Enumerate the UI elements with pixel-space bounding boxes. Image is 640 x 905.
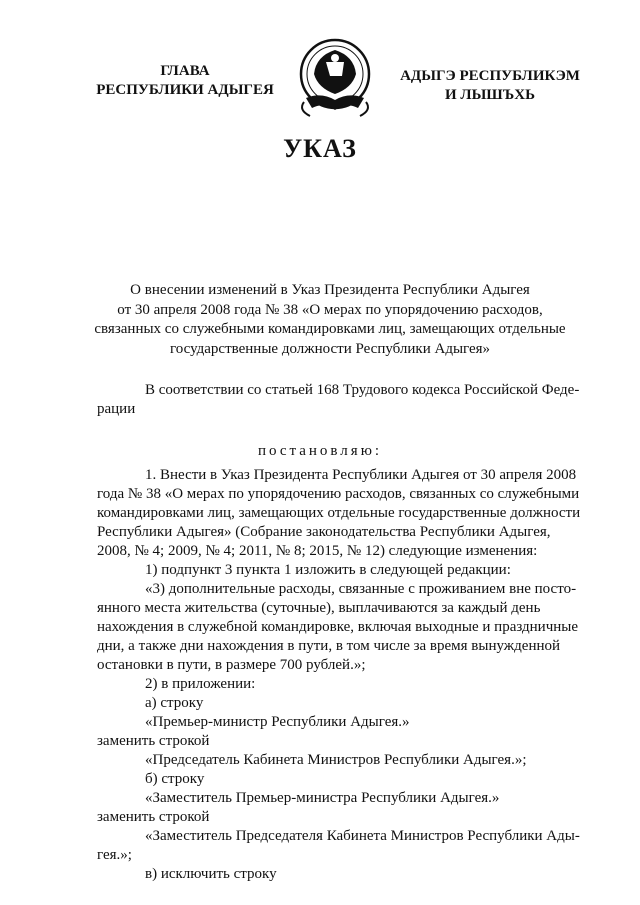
- subject-line: от 30 апреля 2008 года № 38 «О мерах по упорядочению расходов,: [117, 301, 543, 318]
- item-line: «Заместитель Председателя Кабинета Министров Республики Ады-: [145, 828, 580, 844]
- item-line: Республики Адыгея» (Собрание законодательства Республики Адыгея,: [97, 524, 551, 540]
- item-line: «Председатель Кабинета Министров Республики Адыгея.»;: [145, 752, 527, 768]
- preamble: [97, 381, 585, 419]
- item-line: янного места жительства (суточные), выплачиваются за каждый день: [97, 600, 541, 616]
- item-line: в) исключить строку: [145, 866, 277, 882]
- item-line: гея.»;: [97, 847, 132, 863]
- subject-line: государственные должности Республики Адыгея»: [169, 340, 491, 357]
- item-line: дни, а также дни нахождения в пути, в том числе за время вынужденной: [97, 638, 561, 654]
- subject-line: О внесении изменений в Указ Президента Республики Адыгея: [130, 282, 530, 298]
- item-line: «Заместитель Премьер-министра Республики Адыгея.»: [145, 790, 500, 806]
- item-line: 2) в приложении:: [145, 676, 256, 692]
- preamble-line: В соответствии со статьей 168 Трудового кодекса Российской Феде-: [145, 382, 580, 398]
- item-line: остановки в пути, в размере 700 рублей.»;: [97, 657, 366, 673]
- item-line: заменить строкой: [97, 809, 210, 825]
- decree-word: постановляю:: [257, 443, 383, 459]
- header-left-line2: РЕСПУБЛИКИ АДЫГЕЯ: [96, 82, 274, 98]
- decree-subject: [80, 281, 580, 359]
- preamble-line: рации: [97, 401, 136, 417]
- subject-line: связанных со служебными командировками лиц, замещающих отдельные: [94, 321, 566, 337]
- item-line: командировками лиц, замещающих отдельные государственные должности: [97, 505, 581, 521]
- item-line: б) строку: [145, 771, 205, 787]
- header-left: [80, 62, 290, 100]
- header-left-line1: ГЛАВА: [160, 63, 210, 79]
- item-line: 1) подпункт 3 пункта 1 изложить в следующей редакции:: [145, 562, 511, 578]
- item-line: 2008, № 4; 2009, № 4; 2011, № 8; 2015, № 12) следующие изменения:: [97, 543, 538, 559]
- document-title: УКАЗ: [283, 134, 357, 163]
- item-line: года № 38 «О мерах по упорядочению расходов, связанных со служебными: [97, 486, 580, 502]
- header-right: [385, 67, 595, 105]
- item-line: а) строку: [145, 695, 204, 711]
- item-line: 1. Внести в Указ Президента Республики Адыгея от 30 апреля 2008: [145, 467, 577, 483]
- decree-items: [97, 466, 585, 884]
- header-right-line2: И ЛЫШЪХЬ: [444, 87, 536, 103]
- item-line: заменить строкой: [97, 733, 210, 749]
- coat-of-arms-emblem: [286, 36, 384, 120]
- item-line: «3) дополнительные расходы, связанные с проживанием вне посто-: [145, 581, 577, 597]
- item-line: «Премьер-министр Республики Адыгея.»: [145, 714, 410, 730]
- item-line: нахождения в служебной командировке, включая выходные и праздничные: [97, 619, 579, 635]
- header-right-line1: АДЫГЭ РЕСПУБЛИКЭМ: [400, 68, 580, 84]
